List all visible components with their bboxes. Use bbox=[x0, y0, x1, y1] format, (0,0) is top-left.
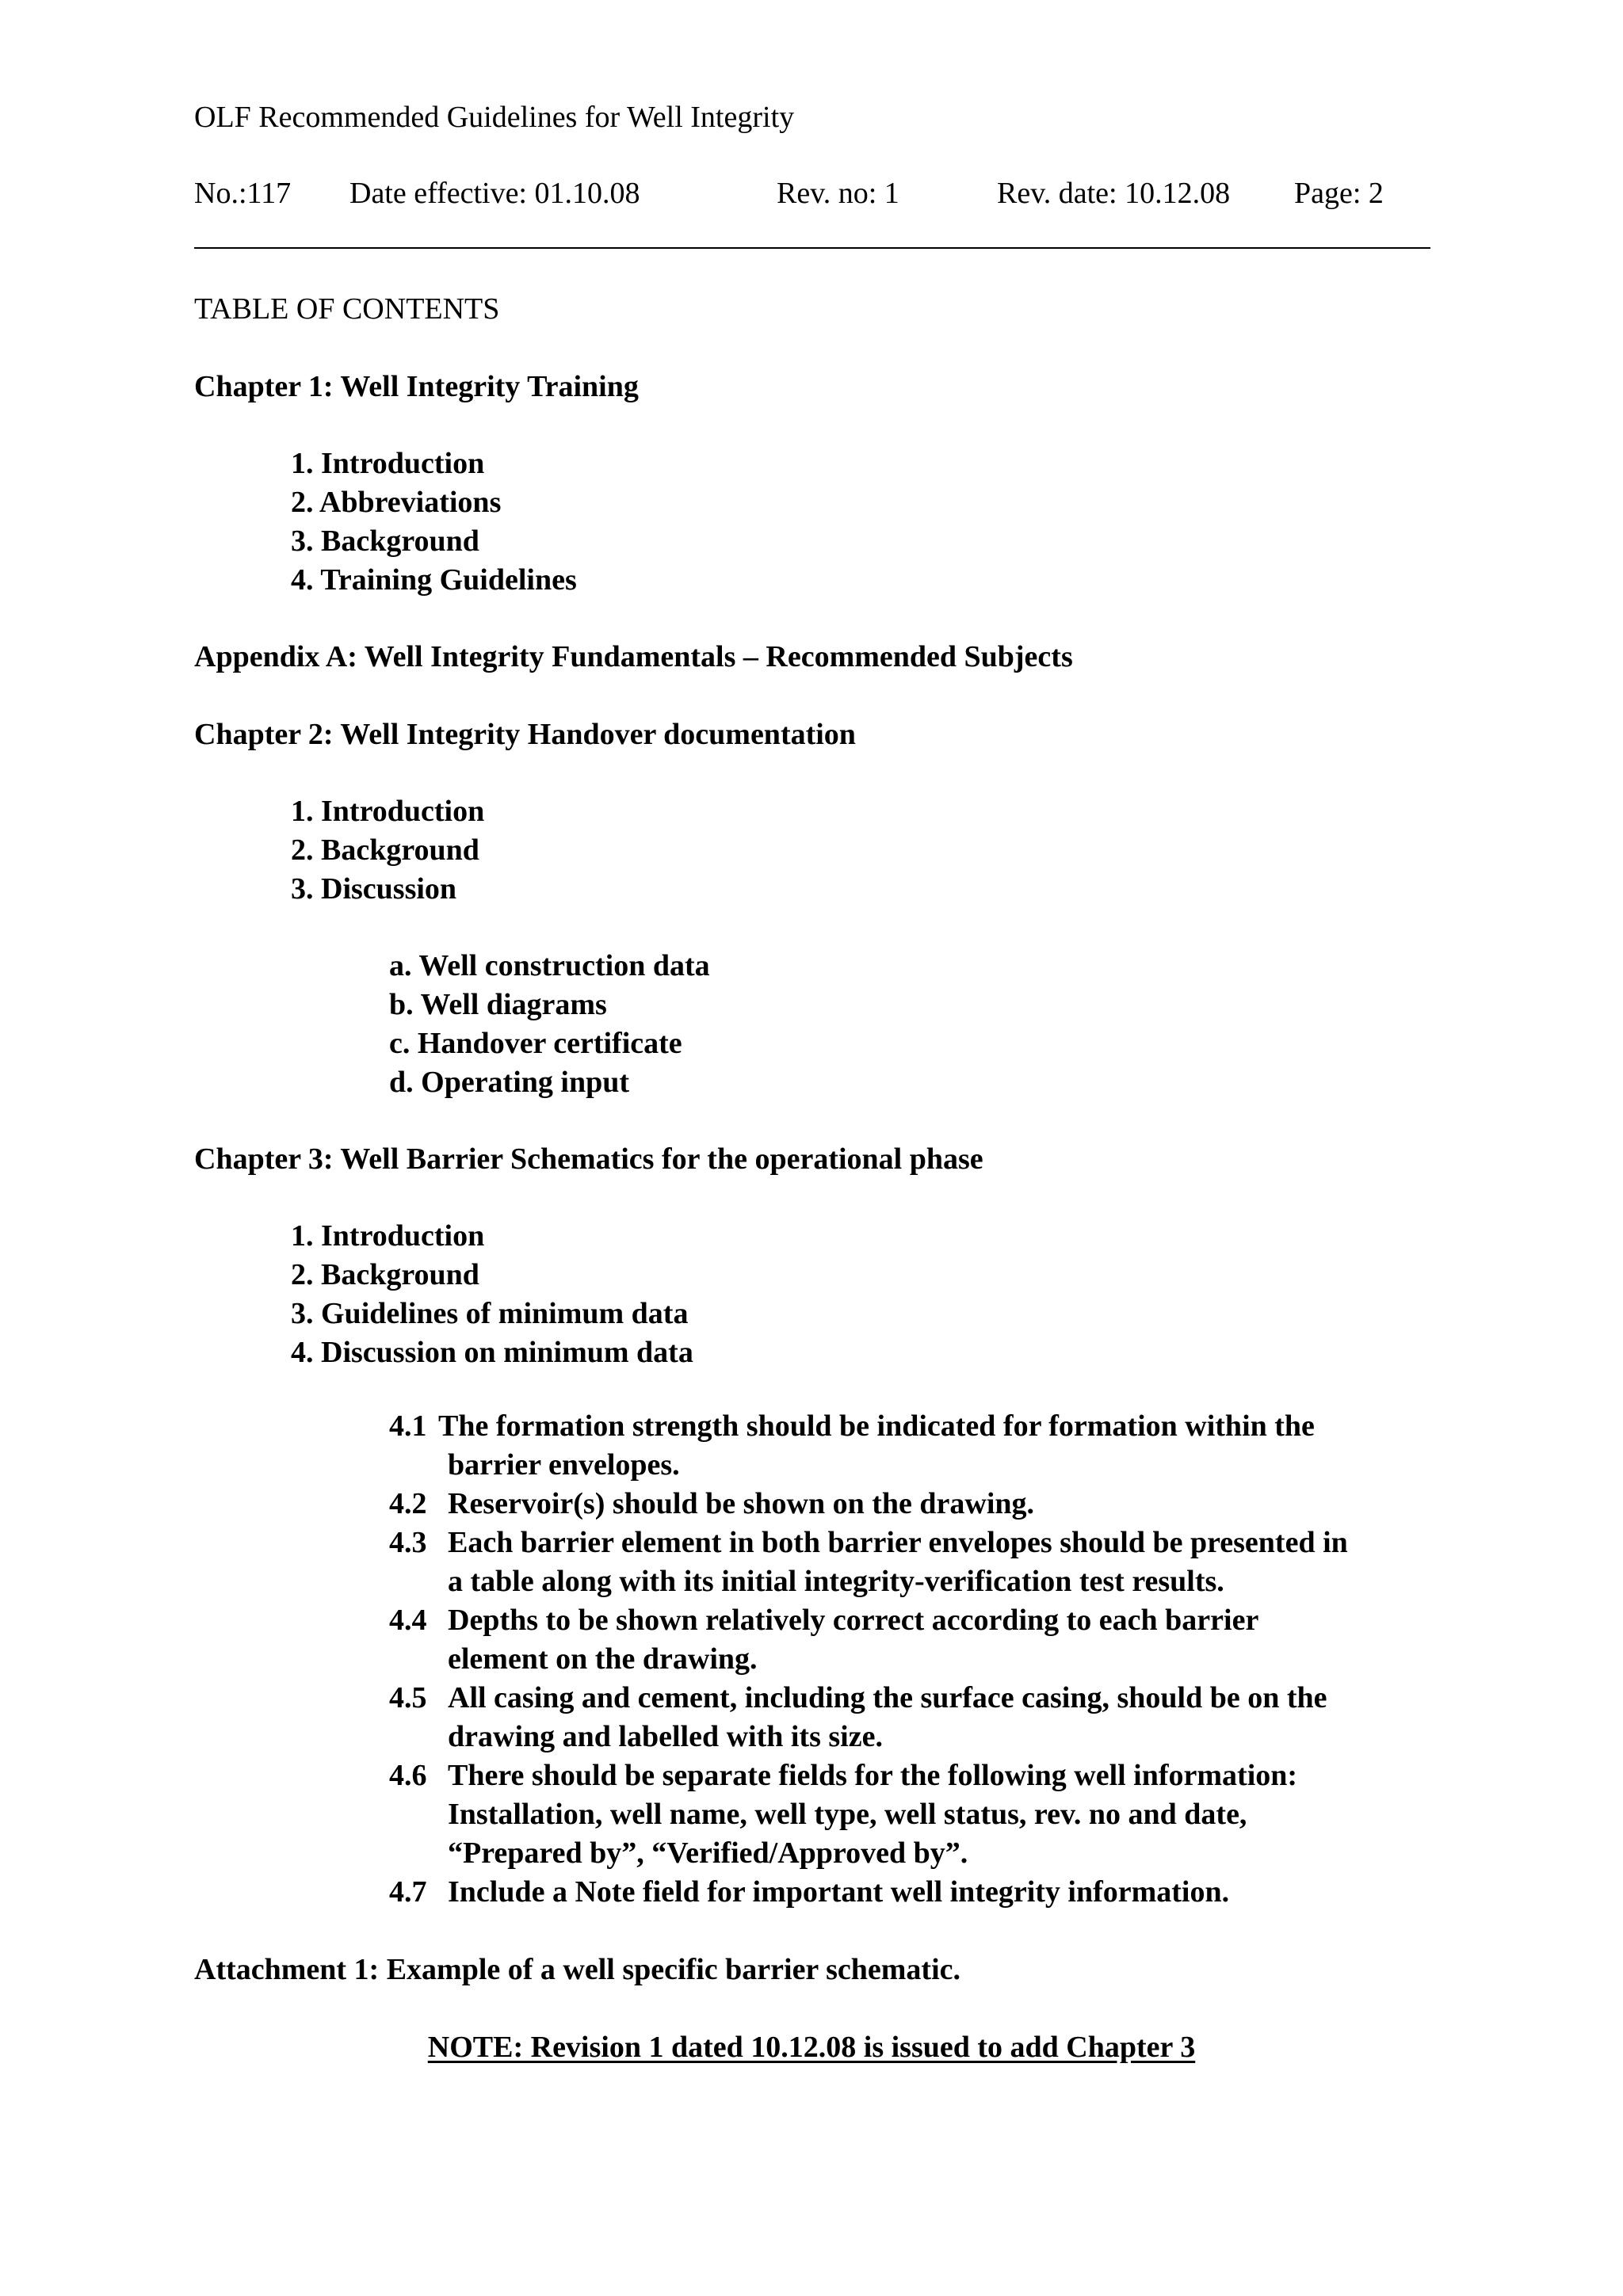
subsection-number: 4.4 bbox=[389, 1604, 427, 1637]
subsection-text: drawing and labelled with its size. bbox=[448, 1720, 883, 1753]
chapter-3-item: 2. Background bbox=[291, 1258, 479, 1291]
chapter-1-item: 1. Introduction bbox=[291, 447, 485, 480]
chapter-2-title: Chapter 2: Well Integrity Handover documentation bbox=[194, 718, 856, 751]
chapter-2-subitem: a. Well construction data bbox=[389, 949, 710, 982]
toc-heading: TABLE OF CONTENTS bbox=[194, 292, 500, 326]
chapter-2-subitem: b. Well diagrams bbox=[389, 988, 607, 1021]
chapter-2-subitem: d. Operating input bbox=[389, 1066, 630, 1099]
appendix-a-title: Appendix A: Well Integrity Fundamentals – Recommended Subjects bbox=[194, 640, 1073, 673]
subsection-number: 4.3 bbox=[389, 1526, 427, 1559]
subsection-number: 4.7 bbox=[389, 1875, 427, 1909]
date-effective: Date effective: 01.10.08 bbox=[349, 177, 640, 210]
page-number: Page: 2 bbox=[1294, 177, 1384, 210]
subsection-text: a table along with its initial integrity-verification test results. bbox=[448, 1565, 1224, 1598]
subsection-text: “Prepared by”, “Verified/Approved by”. bbox=[448, 1836, 968, 1870]
chapter-3-item: 3. Guidelines of minimum data bbox=[291, 1297, 689, 1330]
document-title: OLF Recommended Guidelines for Well Integrity bbox=[194, 101, 795, 134]
revision-note: NOTE: Revision 1 dated 10.12.08 is issued to add Chapter 3 bbox=[427, 2031, 1196, 2064]
revision-date: Rev. date: 10.12.08 bbox=[997, 177, 1231, 210]
subsection-text: Installation, well name, well type, well status, rev. no and date, bbox=[448, 1798, 1247, 1831]
subsection-number: 4.6 bbox=[389, 1759, 427, 1792]
document-number: No.:117 bbox=[194, 177, 292, 210]
subsection-text: The formation strength should be indicated for formation within the bbox=[438, 1409, 1315, 1443]
revision-number: Rev. no: 1 bbox=[777, 177, 899, 210]
chapter-2-subitem: c. Handover certificate bbox=[389, 1027, 682, 1060]
subsection-number: 4.5 bbox=[389, 1681, 427, 1714]
subsection-text: barrier envelopes. bbox=[448, 1448, 680, 1482]
subsection-text: There should be separate fields for the following well information: bbox=[448, 1759, 1298, 1792]
chapter-2-item: 3. Discussion bbox=[291, 872, 457, 906]
chapter-1-item: 4. Training Guidelines bbox=[291, 563, 577, 597]
subsection-number: 4.1 bbox=[389, 1409, 427, 1443]
chapter-3-item: 4. Discussion on minimum data bbox=[291, 1336, 693, 1369]
chapter-3-item: 1. Introduction bbox=[291, 1219, 485, 1253]
chapter-1-item: 3. Background bbox=[291, 524, 479, 558]
chapter-1-item: 2. Abbreviations bbox=[291, 486, 502, 519]
subsection-text: Each barrier element in both barrier envelopes should be presented in bbox=[448, 1526, 1348, 1559]
subsection-text: All casing and cement, including the surface casing, should be on the bbox=[448, 1681, 1327, 1714]
subsection-text: Reservoir(s) should be shown on the drawing. bbox=[448, 1487, 1035, 1520]
subsection-number: 4.2 bbox=[389, 1487, 427, 1520]
header-divider bbox=[194, 247, 1430, 249]
chapter-1-title: Chapter 1: Well Integrity Training bbox=[194, 370, 639, 403]
attachment-1-title: Attachment 1: Example of a well specific barrier schematic. bbox=[194, 1953, 960, 1986]
chapter-2-item: 1. Introduction bbox=[291, 795, 485, 828]
subsection-text: Depths to be shown relatively correct according to each barrier bbox=[448, 1604, 1259, 1637]
chapter-2-item: 2. Background bbox=[291, 833, 479, 867]
subsection-text: element on the drawing. bbox=[448, 1642, 758, 1676]
subsection-text: Include a Note field for important well integrity information. bbox=[448, 1875, 1230, 1909]
chapter-3-title: Chapter 3: Well Barrier Schematics for the operational phase bbox=[194, 1142, 983, 1176]
